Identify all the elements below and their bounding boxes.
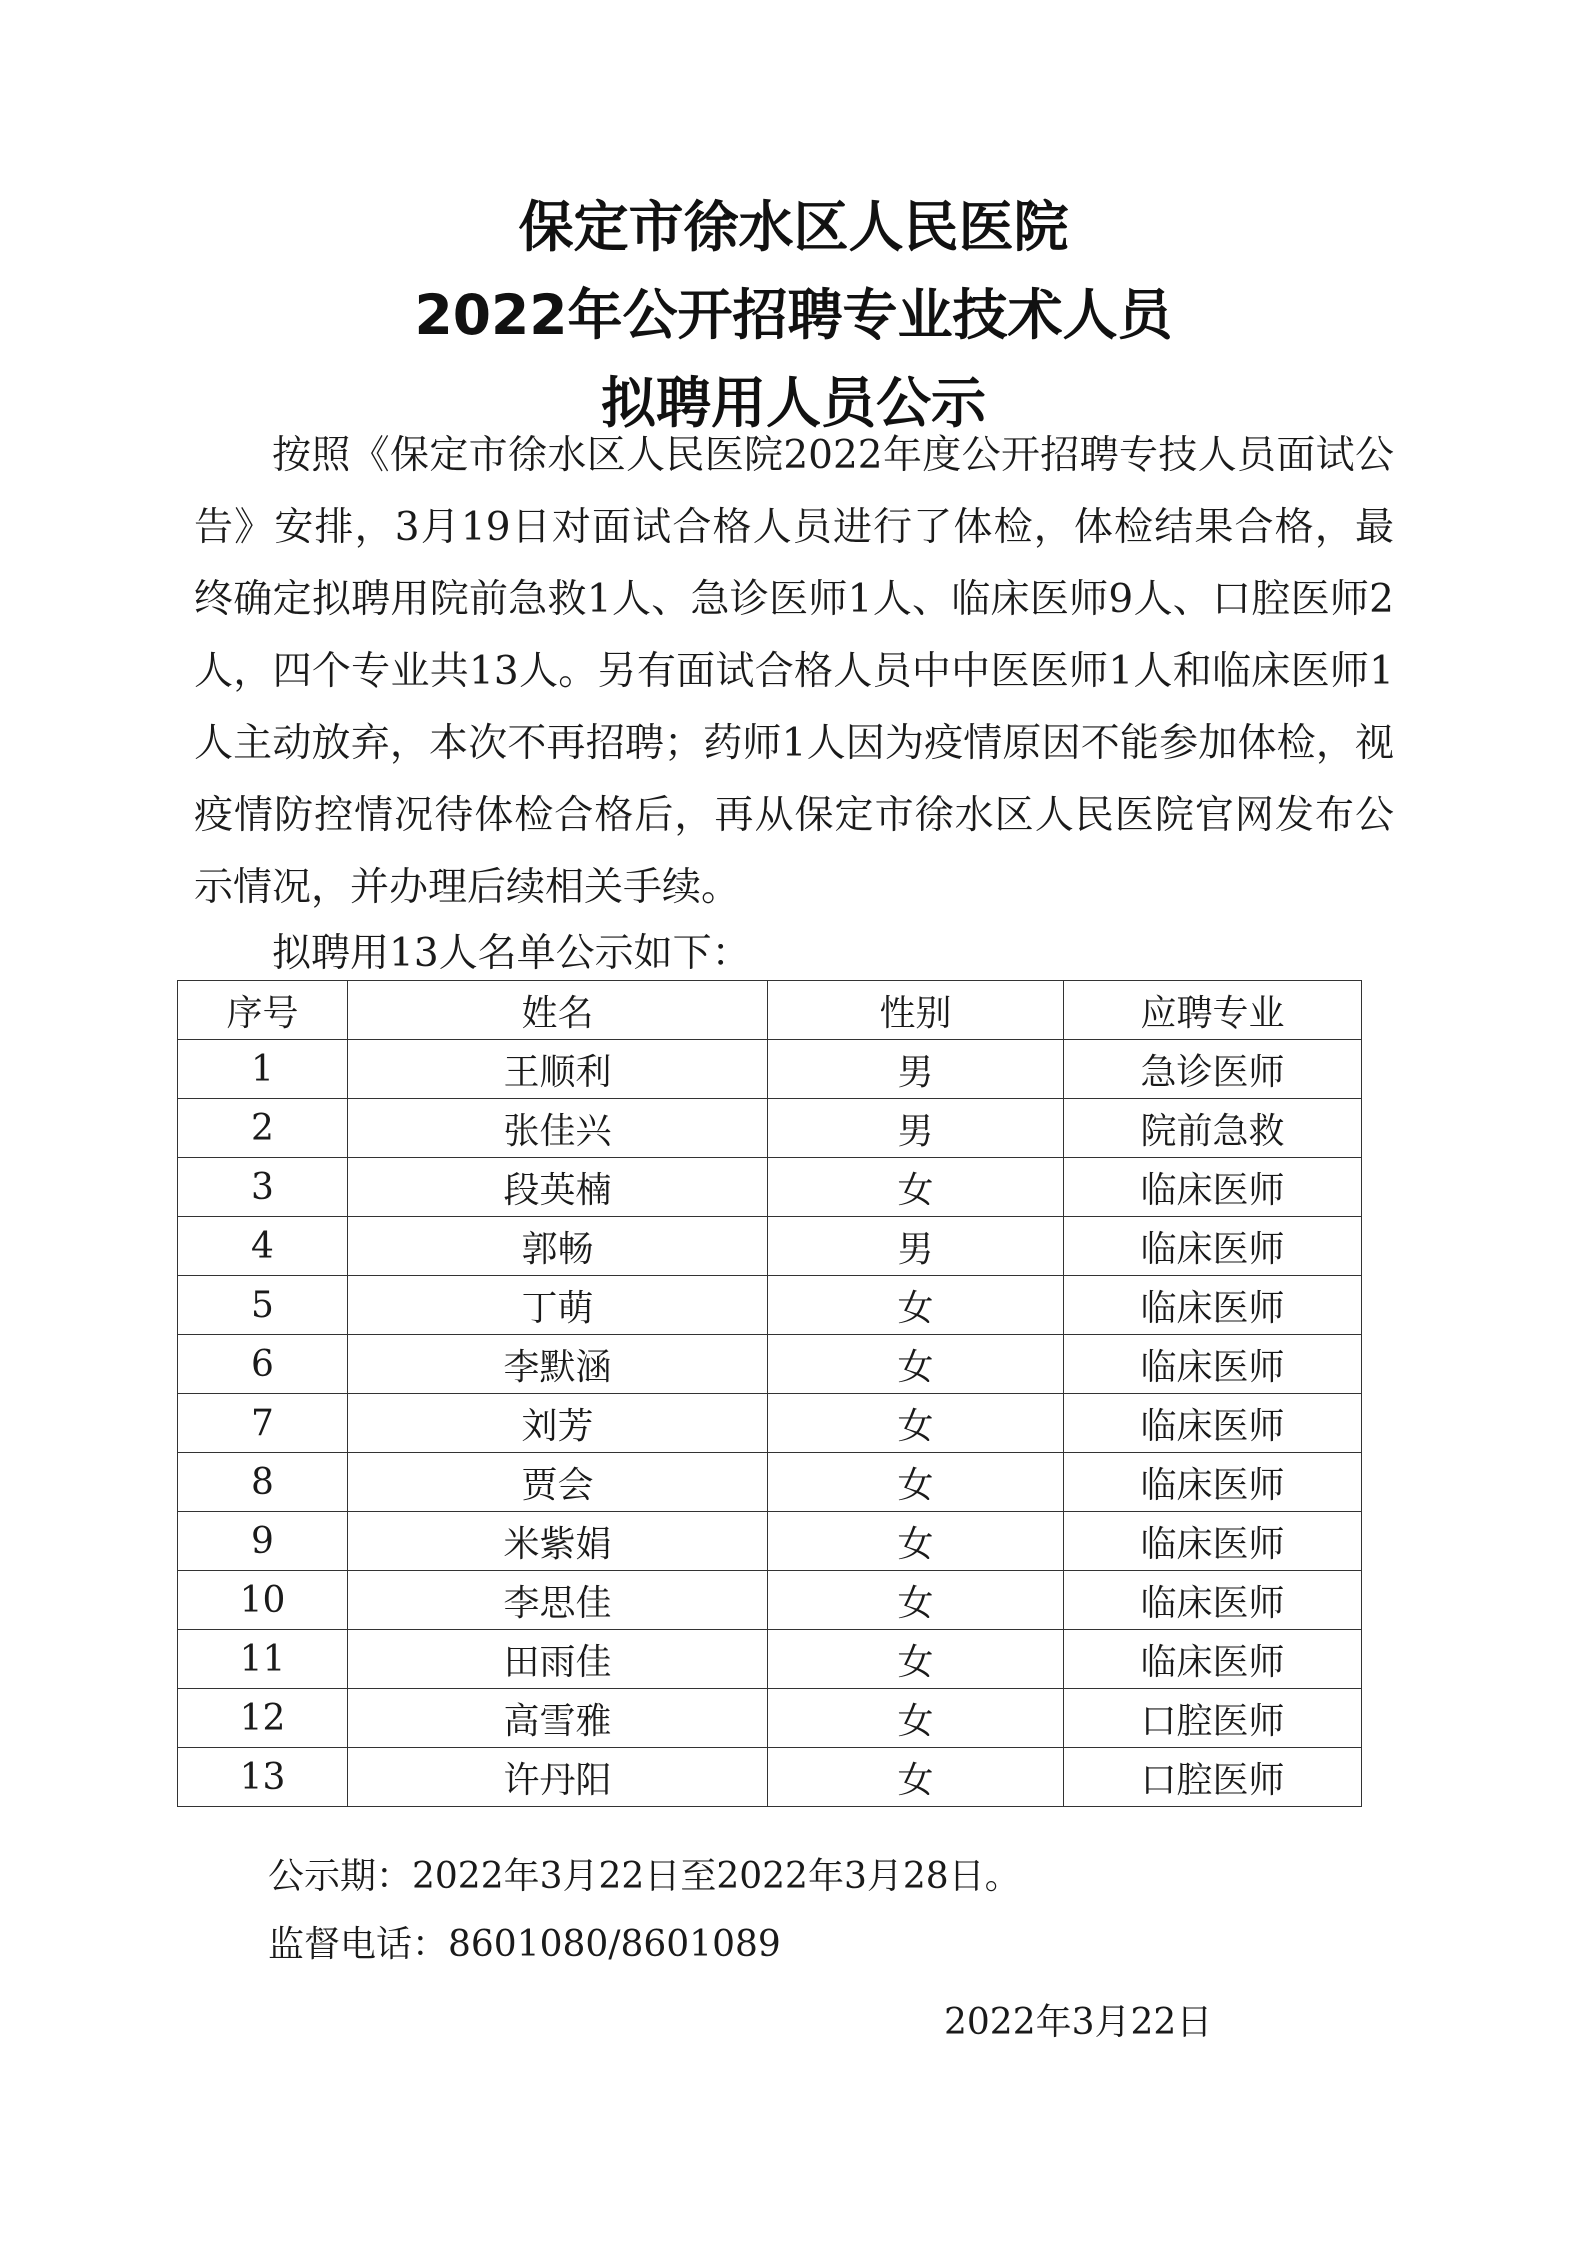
cell-gender: 女 (768, 1276, 1064, 1335)
cell-index: 4 (178, 1217, 348, 1276)
supervision-phone: 监督电话：8601080/8601089 (268, 1924, 781, 1965)
cell-name: 刘芳 (348, 1394, 768, 1453)
header-index: 序号 (178, 981, 348, 1040)
table-row (178, 1040, 1362, 1099)
cell-index: 7 (178, 1394, 348, 1453)
cell-name: 米紫娟 (348, 1512, 768, 1571)
cell-index: 10 (178, 1571, 348, 1630)
cell-position: 临床医师 (1064, 1453, 1362, 1512)
document-title-line-2: 2022年公开招聘专业技术人员 (414, 283, 1173, 347)
cell-gender: 男 (768, 1099, 1064, 1158)
cell-position: 口腔医师 (1064, 1748, 1362, 1807)
cell-name: 田雨佳 (348, 1630, 768, 1689)
cell-position: 临床医师 (1064, 1335, 1362, 1394)
cell-index: 13 (178, 1748, 348, 1807)
cell-gender: 女 (768, 1394, 1064, 1453)
cell-index: 6 (178, 1335, 348, 1394)
cell-index: 8 (178, 1453, 348, 1512)
cell-gender: 女 (768, 1158, 1064, 1217)
hire-roster-table (177, 980, 1362, 1807)
cell-index: 1 (178, 1040, 348, 1099)
cell-position: 口腔医师 (1064, 1689, 1362, 1748)
cell-position: 临床医师 (1064, 1158, 1362, 1217)
table-header-row (178, 981, 1362, 1040)
cell-gender: 女 (768, 1630, 1064, 1689)
cell-name: 王顺利 (348, 1040, 768, 1099)
header-gender: 性别 (768, 981, 1064, 1040)
cell-index: 12 (178, 1689, 348, 1748)
cell-gender: 女 (768, 1335, 1064, 1394)
cell-position: 临床医师 (1064, 1276, 1362, 1335)
header-position: 应聘专业 (1064, 981, 1362, 1040)
table-row (178, 1512, 1362, 1571)
cell-gender: 女 (768, 1512, 1064, 1571)
document-title-line-1: 保定市徐水区人民医院 (518, 195, 1069, 259)
cell-name: 李思佳 (348, 1571, 768, 1630)
cell-position: 临床医师 (1064, 1630, 1362, 1689)
cell-position: 院前急救 (1064, 1099, 1362, 1158)
announcement-paragraph: 按照《保定市徐水区人民医院2022年度公开招聘专技人员面试公告》安排，3月19日对面试合格人员进行了体检，体检结果合格，最终确定拟聘用院前急救1人、急诊医师1人、临床医师9人、口腔医师2人，四个专业共13人。另有面试合格人员中中医医师1人和临床医师1人主动放弃，本次不再招聘；药师1人因为疫情原因不能参加体检，视疫情防控情况待体检合格后，再从保定市徐水区人民医院官网发布公示情况，并办理后续相关手续。 (194, 433, 1394, 910)
cell-name: 段英楠 (348, 1158, 768, 1217)
cell-name: 贾会 (348, 1453, 768, 1512)
cell-gender: 女 (768, 1689, 1064, 1748)
table-row (178, 1335, 1362, 1394)
publicity-period: 公示期：2022年3月22日至2022年3月28日。 (268, 1856, 1021, 1897)
cell-position: 临床医师 (1064, 1217, 1362, 1276)
table-row (178, 1453, 1362, 1512)
cell-gender: 男 (768, 1040, 1064, 1099)
cell-position: 临床医师 (1064, 1512, 1362, 1571)
cell-gender: 男 (768, 1217, 1064, 1276)
cell-index: 2 (178, 1099, 348, 1158)
cell-index: 9 (178, 1512, 348, 1571)
cell-index: 3 (178, 1158, 348, 1217)
cell-gender: 女 (768, 1748, 1064, 1807)
cell-index: 11 (178, 1630, 348, 1689)
list-intro: 拟聘用13人名单公示如下： (272, 931, 751, 976)
cell-position: 急诊医师 (1064, 1040, 1362, 1099)
table-row (178, 1571, 1362, 1630)
cell-gender: 女 (768, 1453, 1064, 1512)
table-row (178, 1689, 1362, 1748)
table-row (178, 1394, 1362, 1453)
cell-gender: 女 (768, 1571, 1064, 1630)
cell-name: 丁萌 (348, 1276, 768, 1335)
cell-index: 5 (178, 1276, 348, 1335)
header-name: 姓名 (348, 981, 768, 1040)
cell-name: 许丹阳 (348, 1748, 768, 1807)
table-row (178, 1276, 1362, 1335)
cell-name: 郭畅 (348, 1217, 768, 1276)
cell-position: 临床医师 (1064, 1394, 1362, 1453)
cell-name: 李默涵 (348, 1335, 768, 1394)
table-row (178, 1099, 1362, 1158)
cell-name: 高雪雅 (348, 1689, 768, 1748)
document-title-line-3: 拟聘用人员公示 (600, 371, 986, 435)
table-row (178, 1217, 1362, 1276)
cell-name: 张佳兴 (348, 1099, 768, 1158)
table-row (178, 1748, 1362, 1807)
table-row (178, 1630, 1362, 1689)
table-row (178, 1158, 1362, 1217)
cell-position: 临床医师 (1064, 1571, 1362, 1630)
issue-date: 2022年3月22日 (944, 2002, 1213, 2043)
